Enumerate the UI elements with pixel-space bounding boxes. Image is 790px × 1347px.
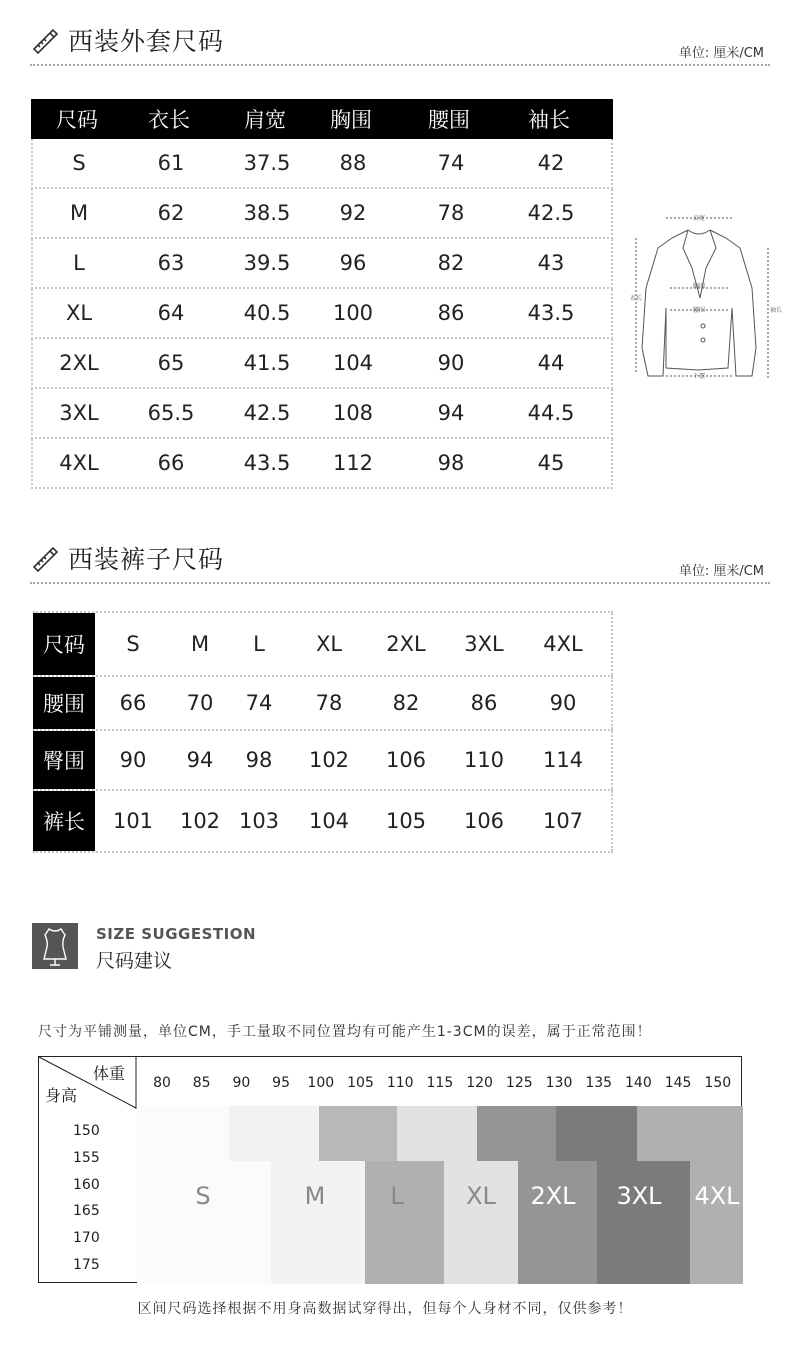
diagram-label-waist: 腰围 xyxy=(692,307,706,314)
size-cell: S xyxy=(72,151,86,175)
ruler-pencil-icon xyxy=(30,25,60,55)
jacket-unit: 单位: 厘米/CM xyxy=(678,46,764,61)
measure-cell: 90 xyxy=(437,351,465,375)
measure-cell: 65.5 xyxy=(147,401,195,425)
measure-cell: 104 xyxy=(332,351,374,375)
size-zone-label: M xyxy=(304,1182,326,1210)
measure-cell: 94 xyxy=(437,401,465,425)
height-tick: 150 xyxy=(73,1123,100,1139)
size-cell: 3XL xyxy=(59,401,99,425)
diagram-label-chest: 胸围 xyxy=(692,283,706,290)
measure-cell: 90 xyxy=(119,748,147,772)
measure-cell: 96 xyxy=(339,251,367,275)
jacket-section-title xyxy=(30,22,224,58)
header-cell: 尺码 xyxy=(56,108,98,132)
height-tick: 170 xyxy=(73,1230,100,1247)
height-tick: 160 xyxy=(73,1176,100,1193)
table-row xyxy=(31,389,613,439)
weight-tick: 135 xyxy=(585,1075,613,1091)
measure-cell: 42 xyxy=(537,151,565,175)
table-header xyxy=(31,99,613,139)
weight-axis-label: 体重 xyxy=(93,1064,126,1083)
mannequin-icon xyxy=(32,923,78,969)
suggestion-title-cn: 尺码建议 xyxy=(96,950,173,972)
measure-cell: 86 xyxy=(437,301,465,325)
size-zone xyxy=(271,1161,365,1284)
height-tick: 155 xyxy=(73,1149,100,1166)
weight-tick: 85 xyxy=(192,1075,211,1091)
height-tick: 175 xyxy=(73,1257,100,1273)
size-zone-label: XL xyxy=(466,1182,496,1210)
header-cell: 肩宽 xyxy=(244,108,286,132)
row-label: 裤长 xyxy=(33,791,95,851)
weight-tick: 95 xyxy=(272,1075,291,1091)
size-cell: M xyxy=(190,632,210,656)
size-cell: 2XL xyxy=(386,632,426,656)
header-cell: 衣长 xyxy=(148,108,190,132)
measure-cell: 82 xyxy=(437,251,465,275)
measure-cell: 102 xyxy=(308,748,350,772)
size-zone xyxy=(397,1106,477,1162)
jacket-size-table xyxy=(31,99,613,489)
weight-tick: 130 xyxy=(545,1075,573,1091)
measure-cell: 44.5 xyxy=(527,401,575,425)
diagram-label-hem: 下摆 xyxy=(692,373,706,380)
weight-tick: 100 xyxy=(307,1075,335,1091)
height-axis-label: 身高 xyxy=(45,1086,78,1105)
table-row xyxy=(33,613,613,677)
table-row xyxy=(31,339,613,389)
size-zone xyxy=(518,1161,597,1284)
size-cell: 4XL xyxy=(59,451,99,475)
measure-cell: 37.5 xyxy=(243,151,291,175)
table-row xyxy=(33,731,613,791)
measure-cell: 114 xyxy=(542,748,584,772)
size-zone xyxy=(444,1161,518,1284)
measure-cell: 92 xyxy=(339,201,367,225)
weight-tick: 90 xyxy=(232,1075,251,1091)
size-cell: 3XL xyxy=(464,632,504,656)
pants-size-table xyxy=(33,611,613,853)
measure-cell: 102 xyxy=(179,809,221,833)
height-tick: 165 xyxy=(73,1203,100,1220)
jacket-diagram xyxy=(628,208,783,383)
row-label: 尺码 xyxy=(33,613,95,675)
measure-cell: 103 xyxy=(238,809,280,833)
divider xyxy=(30,64,770,66)
size-zone xyxy=(477,1106,556,1162)
measure-cell: 43 xyxy=(537,251,565,275)
ruler-pencil-icon xyxy=(30,543,60,573)
weight-tick: 80 xyxy=(153,1075,171,1091)
measure-cell: 63 xyxy=(157,251,185,275)
size-cell: M xyxy=(69,201,89,225)
weight-tick: 115 xyxy=(426,1075,454,1091)
measure-cell: 61 xyxy=(157,151,185,175)
measure-cell: 86 xyxy=(470,691,498,715)
size-suggestion-grid xyxy=(38,1056,742,1283)
size-cell: XL xyxy=(65,301,93,325)
size-cell: XL xyxy=(315,632,343,656)
size-cell: S xyxy=(126,632,140,656)
weight-tick: 110 xyxy=(386,1075,414,1091)
measure-cell: 90 xyxy=(549,691,577,715)
measure-cell: 43.5 xyxy=(243,451,291,475)
measurement-note: 尺寸为平铺测量，单位CM，手工量取不同位置均有可能产生1-3CM的误差，属于正常范围！ xyxy=(38,1024,652,1040)
table-row xyxy=(31,239,613,289)
weight-tick: 140 xyxy=(625,1075,652,1091)
weight-tick: 105 xyxy=(347,1075,374,1091)
measure-cell: 38.5 xyxy=(243,201,291,225)
measure-cell: 82 xyxy=(392,691,420,715)
jacket-title: 西装外套尺码 xyxy=(68,27,225,56)
size-zone-label: 2XL xyxy=(530,1182,576,1210)
size-zone xyxy=(319,1106,397,1162)
measure-cell: 65 xyxy=(157,351,185,375)
measure-cell: 39.5 xyxy=(243,251,291,275)
measure-cell: 42.5 xyxy=(527,201,575,225)
measure-cell: 107 xyxy=(542,809,584,833)
diagram-label-sleeve: 袖长 xyxy=(770,307,783,314)
divider xyxy=(30,582,770,584)
table-row xyxy=(31,189,613,239)
size-cell: L xyxy=(73,251,85,275)
measure-cell: 62 xyxy=(157,201,185,225)
size-zone xyxy=(637,1106,743,1162)
measure-cell: 106 xyxy=(385,748,427,772)
measure-cell: 98 xyxy=(245,748,273,772)
footnote: 区间尺码选择根据不用身高数据试穿得出，但每个人身材不同，仅供参考！ xyxy=(137,1301,633,1317)
measure-cell: 105 xyxy=(385,809,427,833)
size-zone xyxy=(137,1161,271,1284)
suggestion-title-en: SIZE SUGGESTION xyxy=(96,925,257,943)
measure-cell: 88 xyxy=(339,151,367,175)
weight-tick: 120 xyxy=(466,1075,493,1091)
header-cell: 胸围 xyxy=(330,108,372,132)
measure-cell: 112 xyxy=(332,451,374,475)
size-zone xyxy=(690,1161,743,1284)
measure-cell: 78 xyxy=(315,691,343,715)
size-zone xyxy=(365,1161,444,1284)
measure-cell: 64 xyxy=(157,301,185,325)
measure-cell: 94 xyxy=(186,748,214,772)
pants-title: 西装裤子尺码 xyxy=(68,545,225,574)
table-row xyxy=(33,791,613,853)
size-zone xyxy=(597,1161,690,1284)
size-zone-label: L xyxy=(390,1182,404,1210)
size-cell: 2XL xyxy=(59,351,99,375)
measure-cell: 74 xyxy=(245,691,273,715)
weight-tick: 145 xyxy=(664,1075,692,1091)
measure-cell: 100 xyxy=(332,301,374,325)
table-row xyxy=(31,289,613,339)
size-cell: 4XL xyxy=(543,632,583,656)
diagram-label-length: 衣长 xyxy=(630,295,643,302)
measure-cell: 41.5 xyxy=(243,351,291,375)
table-row xyxy=(31,439,613,489)
measure-cell: 42.5 xyxy=(243,401,291,425)
weight-tick: 150 xyxy=(704,1075,732,1091)
measure-cell: 74 xyxy=(437,151,465,175)
header-cell: 袖长 xyxy=(528,108,570,132)
size-zone-label: 4XL xyxy=(694,1182,740,1210)
pants-section-title xyxy=(30,540,224,576)
measure-cell: 110 xyxy=(463,748,505,772)
size-zone-label: S xyxy=(195,1182,211,1210)
measure-cell: 70 xyxy=(186,691,214,715)
size-zone-label: 3XL xyxy=(616,1182,662,1210)
measure-cell: 43.5 xyxy=(527,301,575,325)
measure-cell: 40.5 xyxy=(243,301,291,325)
size-zone xyxy=(556,1106,637,1162)
row-label: 臀围 xyxy=(33,731,95,789)
measure-cell: 108 xyxy=(332,401,374,425)
row-label: 腰围 xyxy=(33,677,95,729)
measure-cell: 45 xyxy=(537,451,565,475)
diagram-label-shoulder: 肩宽 xyxy=(692,215,706,222)
measure-cell: 66 xyxy=(119,691,147,715)
measure-cell: 98 xyxy=(437,451,465,475)
measure-cell: 104 xyxy=(308,809,350,833)
measure-cell: 101 xyxy=(112,809,154,833)
weight-tick: 125 xyxy=(505,1075,533,1091)
table-row xyxy=(33,677,613,731)
measure-cell: 106 xyxy=(463,809,505,833)
size-cell: L xyxy=(253,632,265,656)
pants-unit: 单位: 厘米/CM xyxy=(678,564,764,579)
size-zone xyxy=(229,1106,319,1162)
header-cell: 腰围 xyxy=(428,108,470,132)
table-row xyxy=(31,139,613,189)
measure-cell: 78 xyxy=(437,201,465,225)
size-zone xyxy=(137,1106,229,1162)
measure-cell: 44 xyxy=(537,351,565,375)
measure-cell: 66 xyxy=(157,451,185,475)
